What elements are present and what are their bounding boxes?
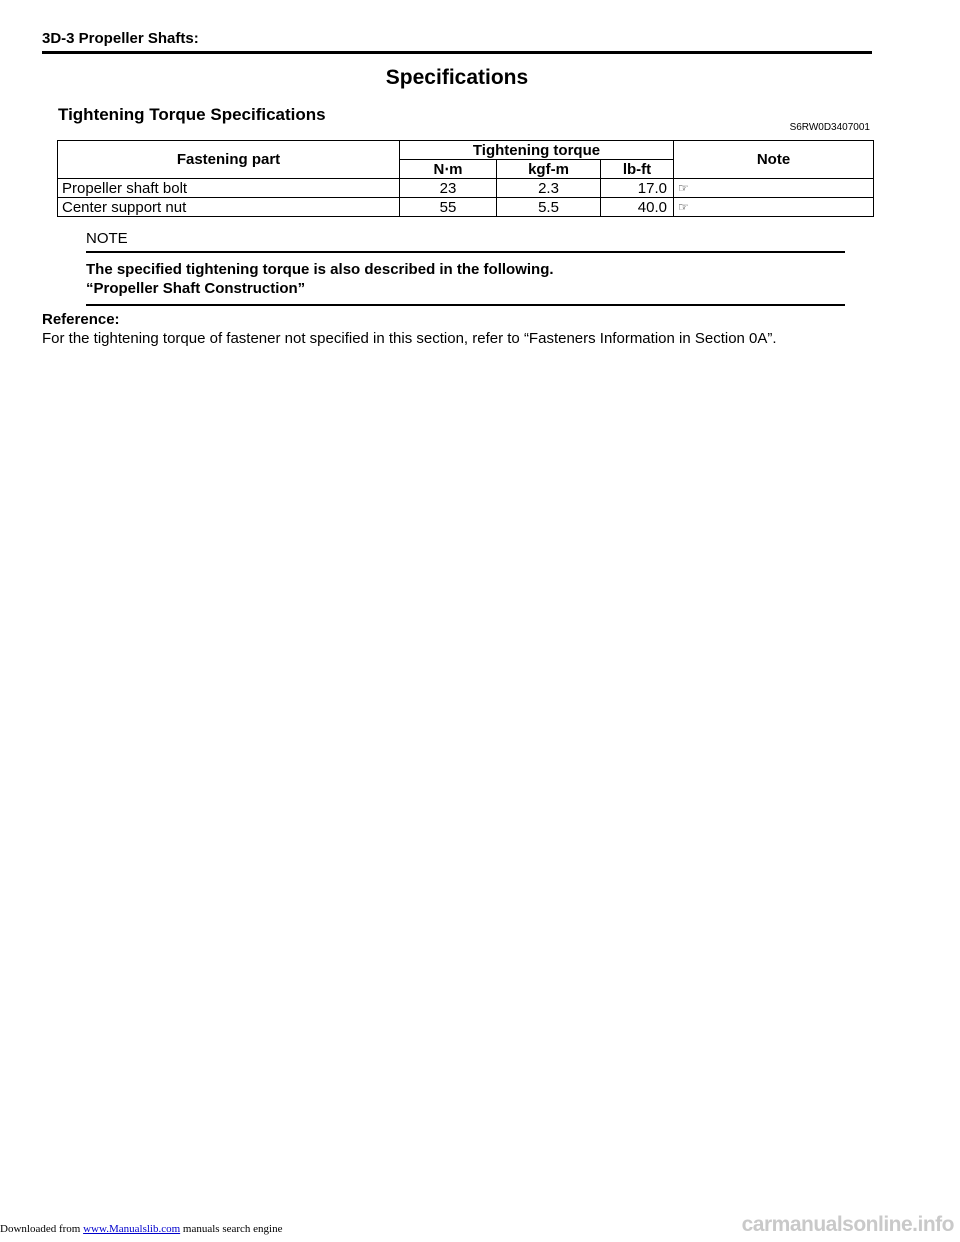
cell-kgfm: 2.3: [497, 179, 601, 198]
header-tightening-torque: Tightening torque: [400, 141, 674, 160]
torque-spec-table: [57, 140, 874, 217]
reference-block: [42, 310, 872, 348]
download-footer: [0, 1222, 282, 1236]
table-row: [58, 179, 874, 198]
note-rule-bottom: [86, 304, 845, 306]
section-heading: Tightening Torque Specifications: [58, 105, 326, 124]
page-title: Specifications: [385, 66, 529, 89]
cell-lbft: 40.0: [601, 198, 674, 217]
header-note: Note: [674, 141, 874, 179]
watermark-logo: carmanualsonline.info: [741, 1213, 954, 1236]
section-code: S6RW0D3407001: [789, 122, 870, 133]
cell-lbft: 17.0: [601, 179, 674, 198]
page-header: 3D-3 Propeller Shafts:: [42, 30, 199, 47]
cell-part: Propeller shaft bolt: [58, 179, 400, 198]
footer-prefix: Downloaded from: [0, 1223, 81, 1235]
footer-suffix: manuals search engine: [182, 1223, 283, 1235]
cell-nm: 23: [400, 179, 497, 198]
cell-nm: 55: [400, 198, 497, 217]
header-rule: [42, 51, 872, 54]
header-kgfm: kgf-m: [497, 160, 601, 179]
manualslib-link[interactable]: www.Manualslib.com: [83, 1223, 181, 1235]
header-fastening-part: Fastening part: [58, 141, 400, 179]
header-lbft: lb-ft: [601, 160, 674, 179]
note-text: [86, 253, 845, 304]
cell-kgfm: 5.5: [497, 198, 601, 217]
note-line-1: The specified tightening torque is also described in the following.: [86, 261, 554, 278]
cell-part: Center support nut: [58, 198, 400, 217]
note-line-2[interactable]: “Propeller Shaft Construction”: [86, 280, 306, 297]
pointing-hand-icon[interactable]: ☞: [674, 179, 874, 198]
reference-text: For the tightening torque of fastener not specified in this section, refer to “Fasteners Information in Section 0A”.: [42, 330, 777, 347]
pointing-hand-icon[interactable]: ☞: [674, 198, 874, 217]
header-nm: N⋅m: [400, 160, 497, 179]
note-label: NOTE: [86, 230, 128, 247]
note-box: [86, 230, 845, 306]
table-row: [58, 198, 874, 217]
reference-label: Reference:: [42, 311, 120, 328]
